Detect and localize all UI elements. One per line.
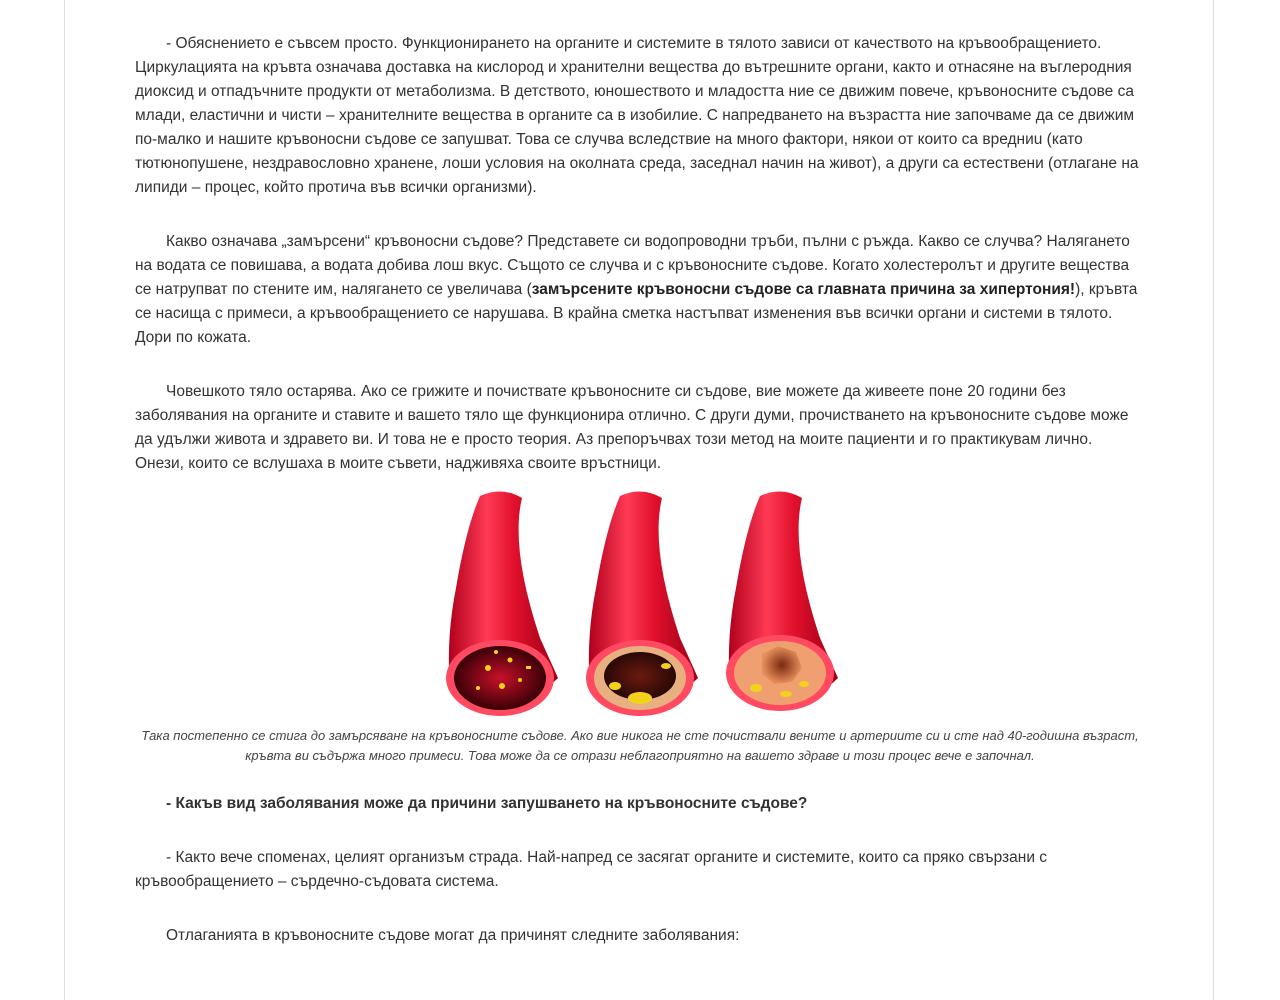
paragraph-pipes-start: Какво означава „замърсени“ кръвоносни съдове? Представете си водопроводни тръби, пълни с ръжда. Какво се случва? Налягането на водата се повишава, а водата добива лош вкус. Същото се случва и с кръвоносните съдове. Когато холестеролът и другите вещества се натрупват по стените им, налягането се увеличава ( <box>135 233 1130 298</box>
paragraph-explanation: - Обяснението е съвсем просто. Функционирането на органите и системите в тялото зависи от качеството на кръвообращението. Циркулацията на кръвта означава доставка на кислород и хранителни вещества до вътрешните органи, както и отнасяне на въглеродния диоксид и отпадъчните продукти от метаболизма. В детството, юношеството и младостта ние се движим повече, кръвоносните съдове са млади, еластични и чисти – хранителните вещества в органите са в изобилие. С напредването на възрастта ние започваме да се движим по-малко и нашите кръвоносни съдове се запушват. Това се случва вследствие на много фактори, някои от които са вредниu (като тютюнопушене, нездравословно хранене, лоши условия на околната среда, заседнал начин на живот), а други са естествени (отлагане на липиди – процес, който протича във всички организми). <box>135 35 1139 196</box>
vessel-clogged <box>726 491 838 711</box>
paragraph-diseases-intro: Отлаганията в кръвоносните съдове могат да причинят следните заболявания: <box>166 927 740 944</box>
question-prefix: - <box>166 795 176 812</box>
vessel-clean <box>446 491 558 716</box>
question-heading <box>135 792 1145 816</box>
paragraph-pipes-bold: замърсените кръвоносни съдове са главната причина за хипертония! <box>531 281 1076 298</box>
paragraph-pipes-end: ), кръвта се насища с примеси, а кръвообращението се нарушава. В крайна сметка настъпват изменения във всички органи и системи в тялото. Дори по кожата. <box>135 281 1138 346</box>
paragraph-answer: - Както вече споменах, целият организъм страда. Най-напред се засягат органите и системите, които са пряко свързани с кръвообращението – сърдечно-съдовата система. <box>135 849 1048 890</box>
article-page <box>64 0 1214 1000</box>
vessel-partially-clogged <box>586 491 698 716</box>
article-content <box>135 32 1145 948</box>
paragraph-pipes <box>135 230 1145 350</box>
question-text: Какъв вид заболявания може да причини запушването на кръвоносните съдове? <box>175 795 808 812</box>
paragraph-aging: Човешкото тяло остарява. Ако се грижите и почиствате кръвоносните си съдове, вие можете да живеете поне 20 години без заболявания на органите и ставите и вашето тяло ще функционира отлично. С други думи, прочистването на кръвоносните съдове може да удължи живота и здравето ви. И това не е просто теория. Аз препоръчвах този метод на моите пациенти и го практикувам лично. Онези, които се вслушаха в моите съвети, надживяха своите връстници. <box>135 383 1129 472</box>
blood-vessels-illustration <box>440 488 840 720</box>
vessels-svg <box>440 488 840 720</box>
image-caption: Така постепенно се стига до замърсяване на кръвоносните съдове. Ако вие никога не сте почиствали вените и артериите си и сте над 40-годишна възраст, кръвта ви съдържа много примеси. Това може да се отрази неблагоприятно на вашето здраве и този процес вече е започнал. <box>141 728 1139 763</box>
